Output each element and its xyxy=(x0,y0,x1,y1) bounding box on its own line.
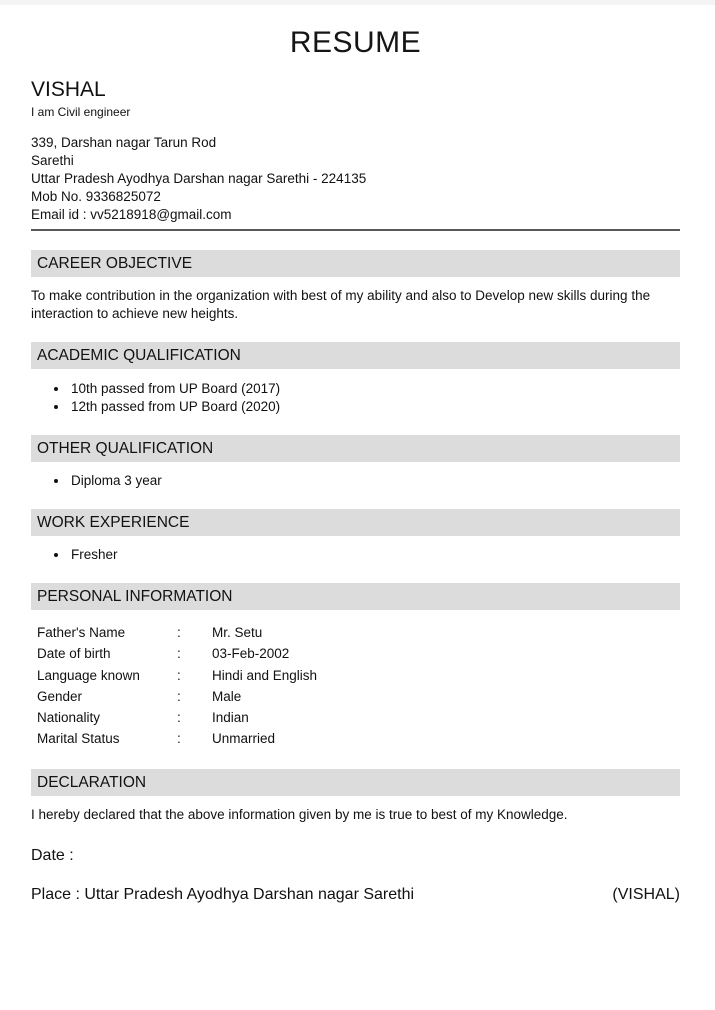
row-value: 03-Feb-2002 xyxy=(212,646,290,662)
row-label: Language known xyxy=(37,667,140,683)
candidate-tagline: I am Civil engineer xyxy=(31,105,131,119)
section-heading-work-experience: WORK EXPERIENCE xyxy=(31,509,680,536)
place-label: Place : Uttar Pradesh Ayodhya Darshan nagar Sarethi xyxy=(31,885,415,903)
row-value: Unmarried xyxy=(212,731,276,747)
section-heading-career-objective: CAREER OBJECTIVE xyxy=(31,250,680,277)
other-qualification-list xyxy=(31,472,680,490)
row-value: Mr. Setu xyxy=(212,625,263,640)
header-divider xyxy=(31,229,680,231)
table-row xyxy=(31,686,680,707)
list-item: • Diploma 3 year xyxy=(69,472,680,490)
table-row xyxy=(31,665,680,686)
declaration-text: I hereby declared that the above information given by me is true to best of my Knowledge. xyxy=(31,806,568,822)
work-experience-list xyxy=(31,546,680,564)
address-line: Uttar Pradesh Ayodhya Darshan nagar Sarethi - 224135 xyxy=(31,171,367,186)
row-separator: : xyxy=(177,710,181,726)
place-signature-row xyxy=(31,885,680,904)
signature-name: (VISHAL) xyxy=(612,885,680,903)
row-separator: : xyxy=(177,731,181,747)
section-heading-academic-qualification: ACADEMIC QUALIFICATION xyxy=(31,342,680,369)
header-block xyxy=(31,78,680,224)
table-row xyxy=(31,622,680,643)
row-value: Indian xyxy=(212,710,249,726)
mobile-number-line: Mob No. 9336825072 xyxy=(31,189,161,204)
table-row xyxy=(31,707,680,728)
row-separator: : xyxy=(177,667,181,683)
document-title: RESUME xyxy=(289,26,422,59)
table-row xyxy=(31,728,680,749)
career-objective-text: To make contribution in the organization with best of my ability and also to Develop new skills during the interaction to achieve new heights. xyxy=(31,288,651,321)
table-row xyxy=(31,643,680,664)
row-label: Nationality xyxy=(37,710,101,726)
date-label: Date : xyxy=(31,846,74,864)
row-label: Gender xyxy=(37,688,83,704)
list-item: • Fresher xyxy=(69,546,680,564)
list-item: • 10th passed from UP Board (2017) xyxy=(69,380,680,398)
section-heading-personal-information: PERSONAL INFORMATION xyxy=(31,583,680,610)
row-separator: : xyxy=(177,625,181,640)
row-label: Marital Status xyxy=(37,731,120,747)
address-block xyxy=(31,134,680,224)
row-value: Hindi and English xyxy=(212,667,318,683)
row-separator: : xyxy=(177,646,181,662)
section-heading-declaration: DECLARATION xyxy=(31,769,680,796)
personal-information-table xyxy=(31,622,680,750)
row-value: Male xyxy=(212,688,242,704)
row-separator: : xyxy=(177,688,181,704)
email-line: Email id : vv5218918@gmail.com xyxy=(31,207,232,222)
candidate-name: VISHAL xyxy=(31,78,106,101)
row-label: Father's Name xyxy=(37,625,126,640)
row-label: Date of birth xyxy=(37,646,111,662)
list-item: • 12th passed from UP Board (2020) xyxy=(69,398,680,416)
address-line: 339, Darshan nagar Tarun Rod xyxy=(31,135,217,150)
academic-qualification-list xyxy=(31,380,680,416)
top-edge-strip xyxy=(0,0,715,5)
address-line: Sarethi xyxy=(31,153,74,168)
section-heading-other-qualification: OTHER QUALIFICATION xyxy=(31,435,680,462)
